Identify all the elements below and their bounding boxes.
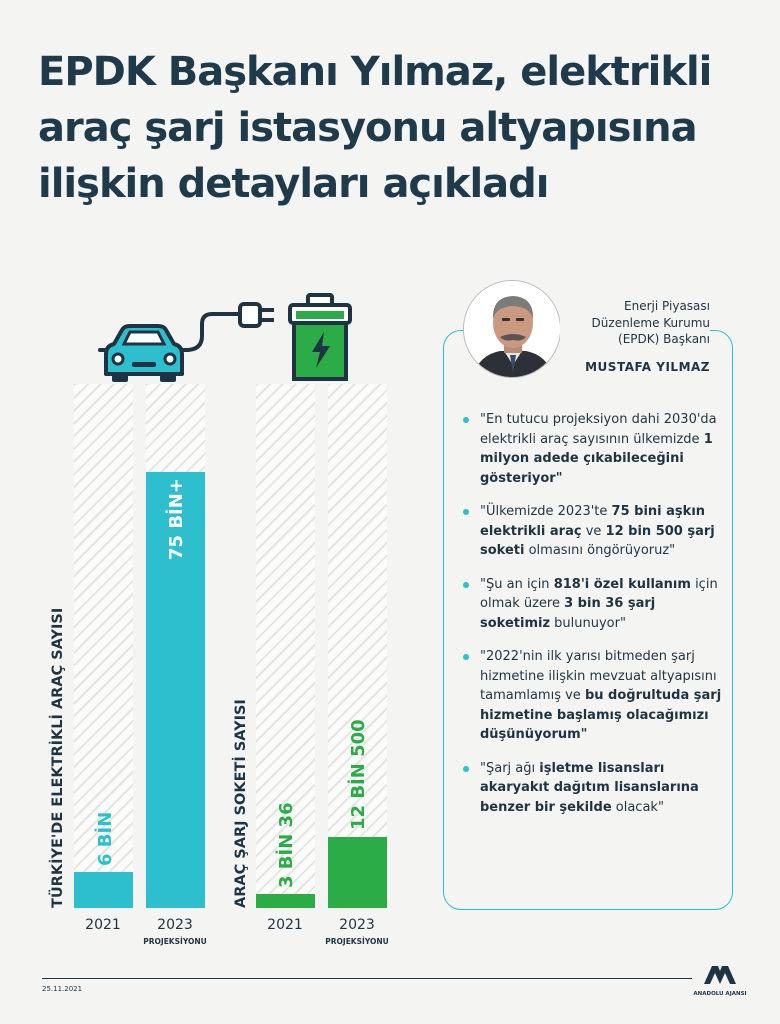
quote-item bbox=[462, 410, 724, 488]
cable-plug-icon bbox=[178, 296, 294, 360]
quote-text: "Şu an için bbox=[480, 576, 554, 592]
quote-text: bulunuyor" bbox=[550, 615, 626, 631]
quote-text: 818'i özel kullanım bbox=[553, 576, 691, 592]
quote-text: ve bbox=[581, 523, 606, 539]
profile-org: Enerji Piyasası Düzenleme Kurumu (EPDK) Başkanı bbox=[560, 298, 710, 348]
page-title: EPDK Başkanı Yılmaz, elektrikli araç şarj istasyonu altyapısına ilişkin detayları açıkladı bbox=[38, 49, 712, 207]
category-label: 2023 bbox=[157, 917, 193, 933]
category-label: 2021 bbox=[85, 917, 121, 933]
quote-text: işletme lisansları akaryakıt dağıtım lisanslarına benzer bir şekilde bbox=[480, 760, 699, 815]
charging-station-icon bbox=[286, 292, 354, 384]
bar-value-label: 12 BİN 500 bbox=[348, 719, 369, 830]
avatar bbox=[463, 280, 561, 378]
quote-text: 3 bin 36 şarj soketimiz bbox=[480, 596, 656, 631]
quote-item bbox=[462, 575, 724, 634]
bar-value-label: 6 BİN bbox=[95, 811, 116, 866]
quote-list bbox=[462, 410, 724, 831]
category-label: 2021 bbox=[267, 917, 303, 933]
aa-logo-icon bbox=[700, 962, 740, 986]
footer-date: 25.11.2021 bbox=[42, 985, 83, 993]
quote-text: "En tutucu projeksiyon dahi 2030'da elektrikli araç sayısının ülkemizde bbox=[480, 412, 717, 447]
quote-item bbox=[462, 502, 724, 561]
quote-text: "Şarj ağı bbox=[480, 760, 540, 776]
axis-title-vehicles: TÜRKİYE'DE ELEKTRİKLİ ARAÇ SAYISI bbox=[50, 607, 66, 908]
quote-item bbox=[462, 759, 724, 818]
quote-item bbox=[462, 647, 724, 745]
quote-text: "Ülkemizde 2023'te bbox=[480, 504, 612, 519]
quote-text: 12 bin 500 şarj soketi bbox=[480, 523, 715, 558]
axis-title-sockets: ARAÇ ŞARJ SOKETİ SAYISI bbox=[233, 699, 249, 908]
quote-text: için olmak üzere bbox=[480, 576, 718, 611]
bar-value-label: 75 BİN+ bbox=[166, 478, 187, 560]
quote-text: 75 bini aşkın elektrikli araç bbox=[480, 504, 706, 539]
quote-text: bu doğrultuda şarj hizmetine başlamış olacağımızı düşünüyorum" bbox=[480, 688, 722, 742]
agency-logo bbox=[690, 962, 750, 997]
bar-vehicles-2021 bbox=[74, 872, 133, 908]
quote-text: olmasını öngörüyoruz" bbox=[524, 543, 676, 558]
category-label: 2023 bbox=[339, 917, 375, 933]
quote-text: olacak" bbox=[611, 799, 664, 815]
footer-divider bbox=[42, 978, 692, 979]
agency-name: ANADOLU AJANSI bbox=[693, 991, 747, 997]
quote-text: "2022'nin ilk yarısı bitmeden şarj hizmetine ilişkin mevzuat altyapısını tamamlamış ve bbox=[480, 649, 717, 703]
bar-sockets-2023 bbox=[328, 837, 387, 908]
category-sublabel: PROJEKSİYONU bbox=[325, 937, 389, 946]
quote-text: 1 milyon adede çıkabileceğini gösteriyor" bbox=[480, 431, 713, 486]
portrait-image bbox=[464, 281, 561, 378]
category-sublabel: PROJEKSİYONU bbox=[143, 937, 207, 946]
profile-name: MUSTAFA YILMAZ bbox=[585, 360, 710, 374]
bar-value-label: 3 BİN 36 bbox=[276, 802, 297, 888]
bar-sockets-2021 bbox=[256, 894, 315, 908]
